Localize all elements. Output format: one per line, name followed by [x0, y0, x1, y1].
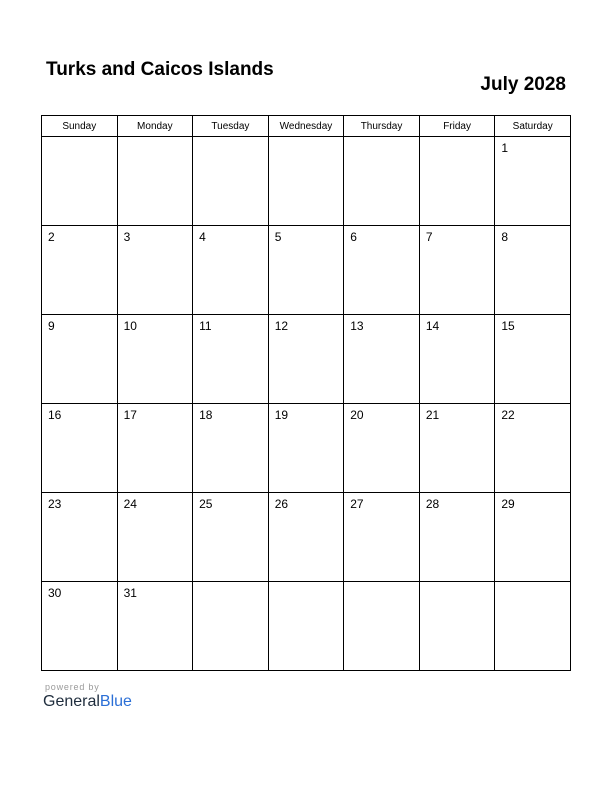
day-number: 15: [501, 319, 515, 333]
day-number: 31: [123, 586, 137, 600]
day-cell: [495, 582, 571, 671]
day-number: 23: [48, 497, 62, 511]
day-cell: [117, 315, 193, 404]
day-number: [344, 137, 419, 141]
day-cell: [344, 493, 420, 582]
weekday-thursday: Thursday: [344, 116, 420, 137]
day-cell: [42, 493, 118, 582]
day-number: 1: [501, 141, 509, 155]
day-cell: [419, 226, 495, 315]
day-number: 7: [425, 230, 433, 244]
day-cell: [117, 404, 193, 493]
day-cell: [42, 137, 118, 226]
day-cell: [193, 226, 269, 315]
week-row-2: [42, 226, 571, 315]
day-cell: [193, 404, 269, 493]
day-number: 21: [425, 408, 440, 422]
week-row-1: [42, 137, 571, 226]
day-number: [118, 137, 193, 141]
weekday-monday: Monday: [117, 116, 193, 137]
day-number: 3: [123, 230, 131, 244]
day-cell: [419, 493, 495, 582]
day-number: 22: [501, 408, 515, 422]
day-number: 16: [48, 408, 62, 422]
day-cell: [117, 137, 193, 226]
day-number: 24: [123, 497, 137, 511]
day-number: 9: [48, 319, 55, 333]
logo-blue-text: Blue: [99, 693, 132, 710]
day-number: 2: [48, 230, 55, 244]
day-cell: [42, 582, 118, 671]
day-number: 29: [501, 497, 515, 511]
day-cell: [268, 315, 344, 404]
day-cell: [344, 137, 420, 226]
day-cell: [117, 493, 193, 582]
day-cell: [419, 137, 495, 226]
weekday-header-row: [42, 116, 571, 137]
day-number: 28: [425, 497, 440, 511]
day-cell: [495, 137, 571, 226]
day-number: 4: [199, 230, 206, 244]
day-cell: [42, 404, 118, 493]
month-title: July 2028: [480, 74, 566, 95]
day-number: 10: [123, 319, 137, 333]
day-number: [420, 582, 495, 586]
day-cell: [344, 404, 420, 493]
day-cell: [495, 404, 571, 493]
day-number: 14: [425, 319, 440, 333]
day-cell: [42, 315, 118, 404]
day-number: 11: [199, 319, 212, 333]
week-row-6: [42, 582, 571, 671]
day-number: [42, 137, 117, 141]
day-number: 8: [501, 230, 509, 244]
day-cell: [117, 226, 193, 315]
day-cell: [419, 315, 495, 404]
day-cell: [419, 582, 495, 671]
day-number: [344, 582, 419, 586]
day-cell: [268, 582, 344, 671]
day-cell: [42, 226, 118, 315]
day-cell: [193, 137, 269, 226]
week-row-3: [42, 315, 571, 404]
day-number: 26: [274, 497, 289, 511]
day-number: 6: [350, 230, 357, 244]
day-cell: [495, 315, 571, 404]
day-number: [269, 582, 344, 586]
day-cell: [193, 582, 269, 671]
day-number: 18: [199, 408, 213, 422]
day-cell: [495, 493, 571, 582]
day-cell: [344, 315, 420, 404]
day-number: 25: [199, 497, 213, 511]
day-number: [193, 137, 268, 141]
powered-by-label: powered by: [45, 682, 100, 692]
calendar-grid: [41, 115, 571, 671]
day-cell: [193, 493, 269, 582]
day-cell: [268, 137, 344, 226]
day-cell: [117, 582, 193, 671]
week-row-4: [42, 404, 571, 493]
day-cell: [495, 226, 571, 315]
weekday-saturday: Saturday: [495, 116, 571, 137]
generalblue-branding: [43, 682, 132, 711]
weekday-friday: Friday: [419, 116, 495, 137]
country-title: Turks and Caicos Islands: [46, 59, 274, 80]
day-cell: [344, 582, 420, 671]
day-number: 20: [350, 408, 364, 422]
day-cell: [419, 404, 495, 493]
day-number: 27: [350, 497, 364, 511]
day-cell: [268, 404, 344, 493]
day-number: 30: [48, 586, 62, 600]
day-number: [193, 582, 268, 586]
logo-general-text: General: [43, 693, 100, 710]
day-cell: [193, 315, 269, 404]
day-number: [269, 137, 344, 141]
day-cell: [344, 226, 420, 315]
day-number: 19: [274, 408, 289, 422]
day-number: 17: [123, 408, 137, 422]
weekday-wednesday: Wednesday: [268, 116, 344, 137]
generalblue-logo: [43, 693, 132, 711]
day-number: [495, 582, 570, 586]
week-row-5: [42, 493, 571, 582]
day-cell: [268, 493, 344, 582]
weekday-sunday: Sunday: [42, 116, 118, 137]
day-number: 5: [274, 230, 282, 244]
day-cell: [268, 226, 344, 315]
day-number: 13: [350, 319, 364, 333]
weekday-tuesday: Tuesday: [193, 116, 269, 137]
day-number: [420, 137, 495, 141]
day-number: 12: [274, 319, 289, 333]
